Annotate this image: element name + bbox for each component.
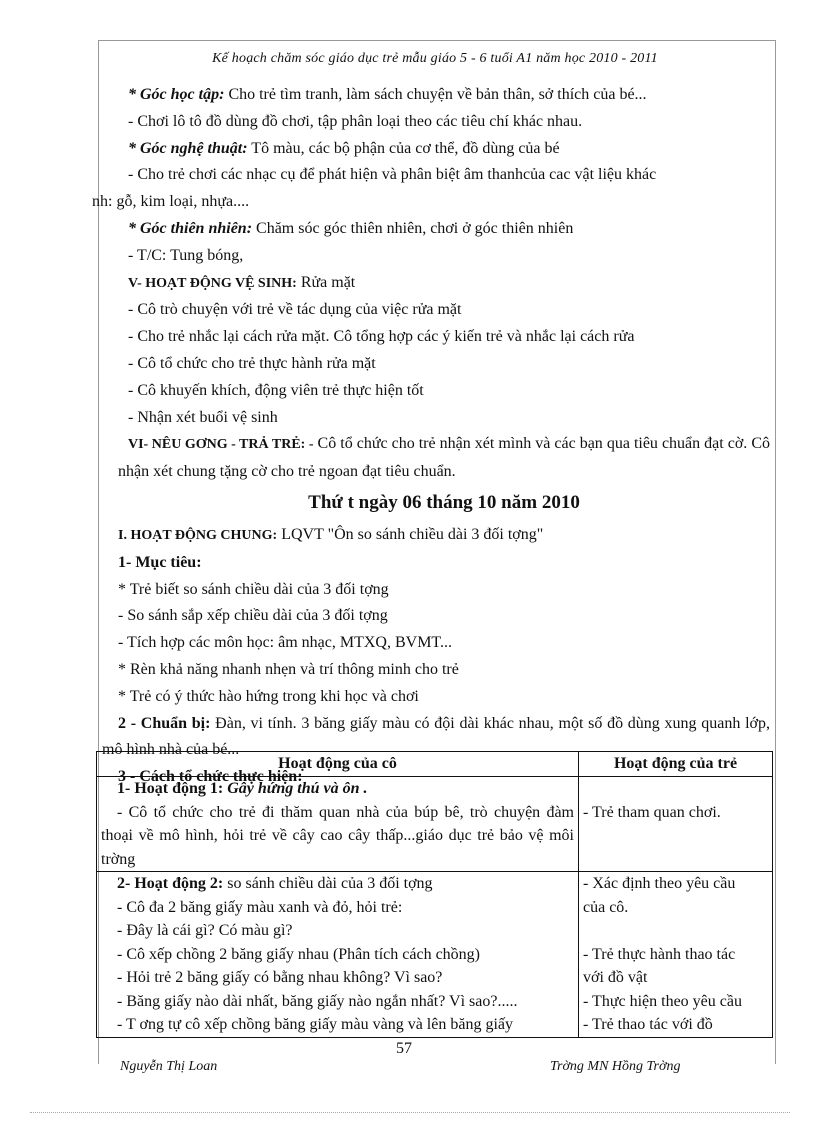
goc-nghe-thuat-text: Tô màu, các bộ phận của cơ thể, đồ dùng của bé bbox=[247, 139, 560, 157]
activity-1-title: Gây hứng thú và ôn . bbox=[223, 780, 368, 797]
activity-1-children-text: - Trẻ tham quan chơi. bbox=[583, 804, 721, 821]
ve-sinh-heading bbox=[118, 270, 770, 298]
activity-2-children-cell bbox=[579, 872, 773, 1038]
nhac-cu-line: - Cho trẻ chơi các nhạc cụ để phát hiện và phân biệt âm thanhcủa cac vật liệu khác bbox=[128, 166, 657, 184]
ve-sinh-item: - Cô trò chuyện với trẻ về tác dụng của việc rửa mặt bbox=[128, 301, 462, 319]
activity-2-children-text: - Thực hiện theo yêu cầu bbox=[583, 992, 742, 1010]
cach-to-chuc-heading: 3 - Cách tổ chức thực hiện: bbox=[118, 768, 303, 786]
muc-tieu-item: * Trẻ biết so sánh chiều dài của 3 đối tợng bbox=[118, 580, 389, 598]
document-body bbox=[92, 82, 771, 791]
hoat-dong-chung-line bbox=[118, 522, 770, 550]
ve-sinh-label: V- HOẠT ĐỘNG VỆ SINH: bbox=[128, 275, 297, 291]
table-row bbox=[97, 872, 773, 1038]
hoat-dong-chung-text: LQVT "Ôn so sánh chiều dài 3 đối tợng" bbox=[277, 525, 544, 543]
ve-sinh-item: - Cho trẻ nhắc lại cách rửa mặt. Cô tổng hợp các ý kiến trẻ và nhắc lại cách rửa bbox=[128, 328, 635, 346]
goc-hoc-tap-text: Cho trẻ tìm tranh, làm sách chuyện về bản thân, sở thích của bé... bbox=[224, 86, 647, 103]
column-header-teacher: Hoạt động của cô bbox=[97, 752, 579, 777]
activity-2-step: - Cô đa 2 băng giấy màu xanh và đỏ, hỏi trẻ: bbox=[117, 898, 403, 916]
activity-1-heading bbox=[101, 777, 574, 801]
muc-tieu-item: * Rèn khả năng nhanh nhẹn và trí thông minh cho trẻ bbox=[118, 660, 459, 678]
day-title: Thứ t ngày 06 tháng 10 năm 2010 bbox=[308, 491, 580, 513]
activity-2-step: - Cô xếp chồng 2 băng giấy nhau (Phân tích cách chồng) bbox=[117, 945, 481, 963]
chuan-bi-label: 2 - Chuẩn bị: bbox=[118, 714, 211, 732]
page-number: 57 bbox=[396, 1040, 412, 1057]
muc-tieu-item: - Tích hợp các môn học: âm nhạc, MTXQ, BVMT... bbox=[118, 634, 453, 652]
ve-sinh-item: - Cô khuyến khích, động viên trẻ thực hiện tốt bbox=[128, 381, 424, 399]
activity-table bbox=[96, 751, 773, 1038]
activity-2-step: - Băng giấy nào dài nhất, băng giấy nào ngắn nhất? Vì sao?..... bbox=[117, 992, 518, 1010]
lo-to-line: - Chơi lô tô đồ dùng đồ chơi, tập phân loại theo các tiêu chí khác nhau. bbox=[128, 112, 583, 130]
neu-guong-text: Cô tổ chức cho trẻ nhận xét mình và các bạn qua tiêu chuẩn đạt cờ. Cô nhận xét chung tặng cờ cho trẻ ngoan đạt tiêu chuẩn. bbox=[118, 435, 771, 481]
neu-guong-label: VI- NÊU GƠNG - TRẢ TRẺ: - bbox=[128, 437, 314, 453]
activity-2-children-text: của cô. bbox=[583, 898, 629, 916]
activity-2-title: so sánh chiều dài của 3 đối tợng bbox=[223, 875, 433, 892]
hoat-dong-chung-label: I. HOẠT ĐỘNG CHUNG: bbox=[118, 527, 278, 543]
neu-guong-paragraph bbox=[118, 431, 770, 486]
footer-author: Nguyễn Thị Loan bbox=[120, 1059, 218, 1074]
activity-1-children-cell bbox=[579, 777, 773, 872]
goc-hoc-tap-label: * Góc học tập: bbox=[128, 86, 225, 103]
column-header-children: Hoạt động của trẻ bbox=[579, 752, 773, 777]
goc-thien-nhien-text: Chăm sóc góc thiên nhiên, chơi ở góc thiên nhiên bbox=[252, 219, 574, 237]
activity-1-teacher-cell bbox=[97, 777, 579, 872]
ve-sinh-item: - Cô tổ chức cho trẻ thực hành rửa mặt bbox=[128, 354, 376, 372]
goc-hoc-tap-line bbox=[118, 82, 770, 109]
table-header-row bbox=[97, 752, 773, 777]
activity-1-description: - Cô tổ chức cho trẻ đi thăm quan nhà của búp bê, trò chuyện đàm thoại về mô hình, hỏi trẻ về cây cao cây thấp...giáo dục trẻ bảo vệ môi trờng bbox=[101, 803, 574, 868]
activity-1-label: 1- Hoạt động 1: bbox=[117, 780, 224, 797]
goc-thien-nhien-label: * Góc thiên nhiên: bbox=[128, 219, 253, 237]
ve-sinh-item: - Nhận xét buổi vệ sinh bbox=[128, 408, 278, 426]
activity-2-children-text: - Trẻ thao tác với đồ bbox=[583, 1016, 713, 1033]
activity-2-children-text: - Trẻ thực hành thao tác bbox=[583, 945, 736, 963]
page-bottom-divider bbox=[30, 1112, 790, 1113]
goc-nghe-thuat-line bbox=[118, 136, 770, 163]
goc-nghe-thuat-label: * Góc nghệ thuật: bbox=[128, 139, 248, 157]
activity-2-children-text: - Xác định theo yêu cầu bbox=[583, 875, 736, 892]
page-header: Kế hoạch chăm sóc giáo dục trẻ mẫu giáo 5 - 6 tuổi A1 năm học 2010 - 2011 bbox=[212, 51, 658, 66]
table-row bbox=[97, 777, 773, 872]
muc-tieu-item: * Trẻ có ý thức hào hứng trong khi học và chơi bbox=[118, 687, 419, 705]
tro-choi-line: - T/C: Tung bóng, bbox=[128, 246, 244, 264]
vat-lieu-line: nh: gỗ, kim loại, nhựa.... bbox=[92, 193, 250, 211]
activity-2-label: 2- Hoạt động 2: bbox=[117, 875, 224, 892]
footer-school: Trờng MN Hồng Trờng bbox=[550, 1059, 681, 1074]
ve-sinh-text: Rửa mặt bbox=[296, 273, 356, 291]
activity-2-step: - T ơng tự cô xếp chồng băng giấy màu vàng và lên băng giấy bbox=[117, 1016, 513, 1033]
chuan-bi-text: Đàn, vi tính. 3 băng giấy màu có đội dài khác nhau, một số đồ dùng xung quanh lớp, mô hình nhà của bé... bbox=[102, 714, 770, 759]
activity-2-step: - Đây là cái gì? Có màu gì? bbox=[117, 922, 293, 939]
activity-2-heading bbox=[101, 872, 574, 896]
muc-tieu-item: - So sánh sắp xếp chiều dài của 3 đối tợng bbox=[118, 607, 388, 625]
muc-tieu-heading: 1- Mục tiêu: bbox=[118, 553, 202, 571]
goc-thien-nhien-line bbox=[118, 216, 770, 243]
activity-2-step: - Hỏi trẻ 2 băng giấy có bằng nhau không? Vì sao? bbox=[117, 969, 443, 986]
activity-2-children-text: với đồ vật bbox=[583, 969, 648, 986]
activity-2-teacher-cell bbox=[97, 872, 579, 1038]
